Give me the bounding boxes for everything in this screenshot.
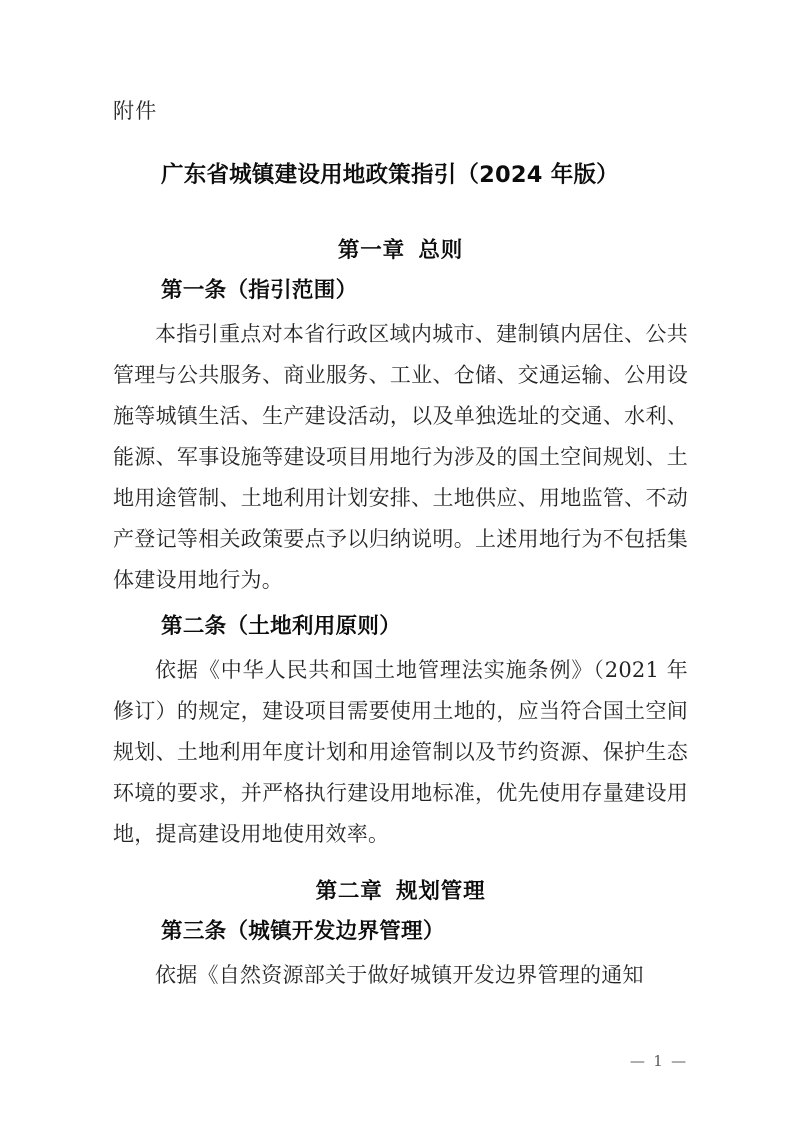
page-title: 广东省城镇建设用地政策指引（2024 年版）: [161, 162, 619, 188]
chapter-number: 第二章: [315, 879, 383, 904]
spacer: [113, 140, 688, 158]
article-heading-1: 第一条（指引范围）: [161, 278, 358, 303]
document-body: [113, 96, 688, 996]
page-number: — 1 —: [629, 1052, 688, 1070]
chapter-number: 第一章: [337, 238, 406, 263]
article-paragraph: 依据《自然资源部关于做好城镇开发边界管理的通知: [155, 963, 644, 987]
spacer: [113, 192, 688, 234]
spacer: [113, 601, 688, 610]
attachment-label: 附件: [113, 99, 158, 123]
article-paragraph: 依据《中华人民共和国土地管理法实施条例》（2021 年修订）的规定，建设项目需要使用土地的，应当符合国土空间规划、土地利用年度计划和用途管制以及节约资源、保护生态环境的要求，并严格执行建设用地标准，优先使用存量建设用地，提高建设用地使用效率。: [113, 658, 688, 846]
spacer: [113, 855, 688, 875]
chapter-heading-2: [113, 875, 688, 909]
article-heading-3: 第三条（城镇开发边界管理）: [161, 919, 445, 944]
chapter-heading-1: [113, 234, 688, 268]
chapter-name: 规划管理: [395, 879, 486, 904]
article-paragraph: 本指引重点对本省行政区域内城市、建制镇内居住、公共管理与公共服务、商业服务、工业、仓储、交通运输、公用设施等城镇生活、生产建设活动，以及单独选址的交通、水利、能源、军事设施等建设项目用地行为涉及的国土空间规划、土地用途管制、土地利用计划安排、土地供应、用地监管、不动产登记等相关政策要点予以归纳说明。上述用地行为不包括集体建设用地行为。: [113, 322, 688, 592]
chapter-name: 总则: [418, 238, 464, 263]
article-heading-2: 第二条（土地利用原则）: [161, 614, 402, 639]
